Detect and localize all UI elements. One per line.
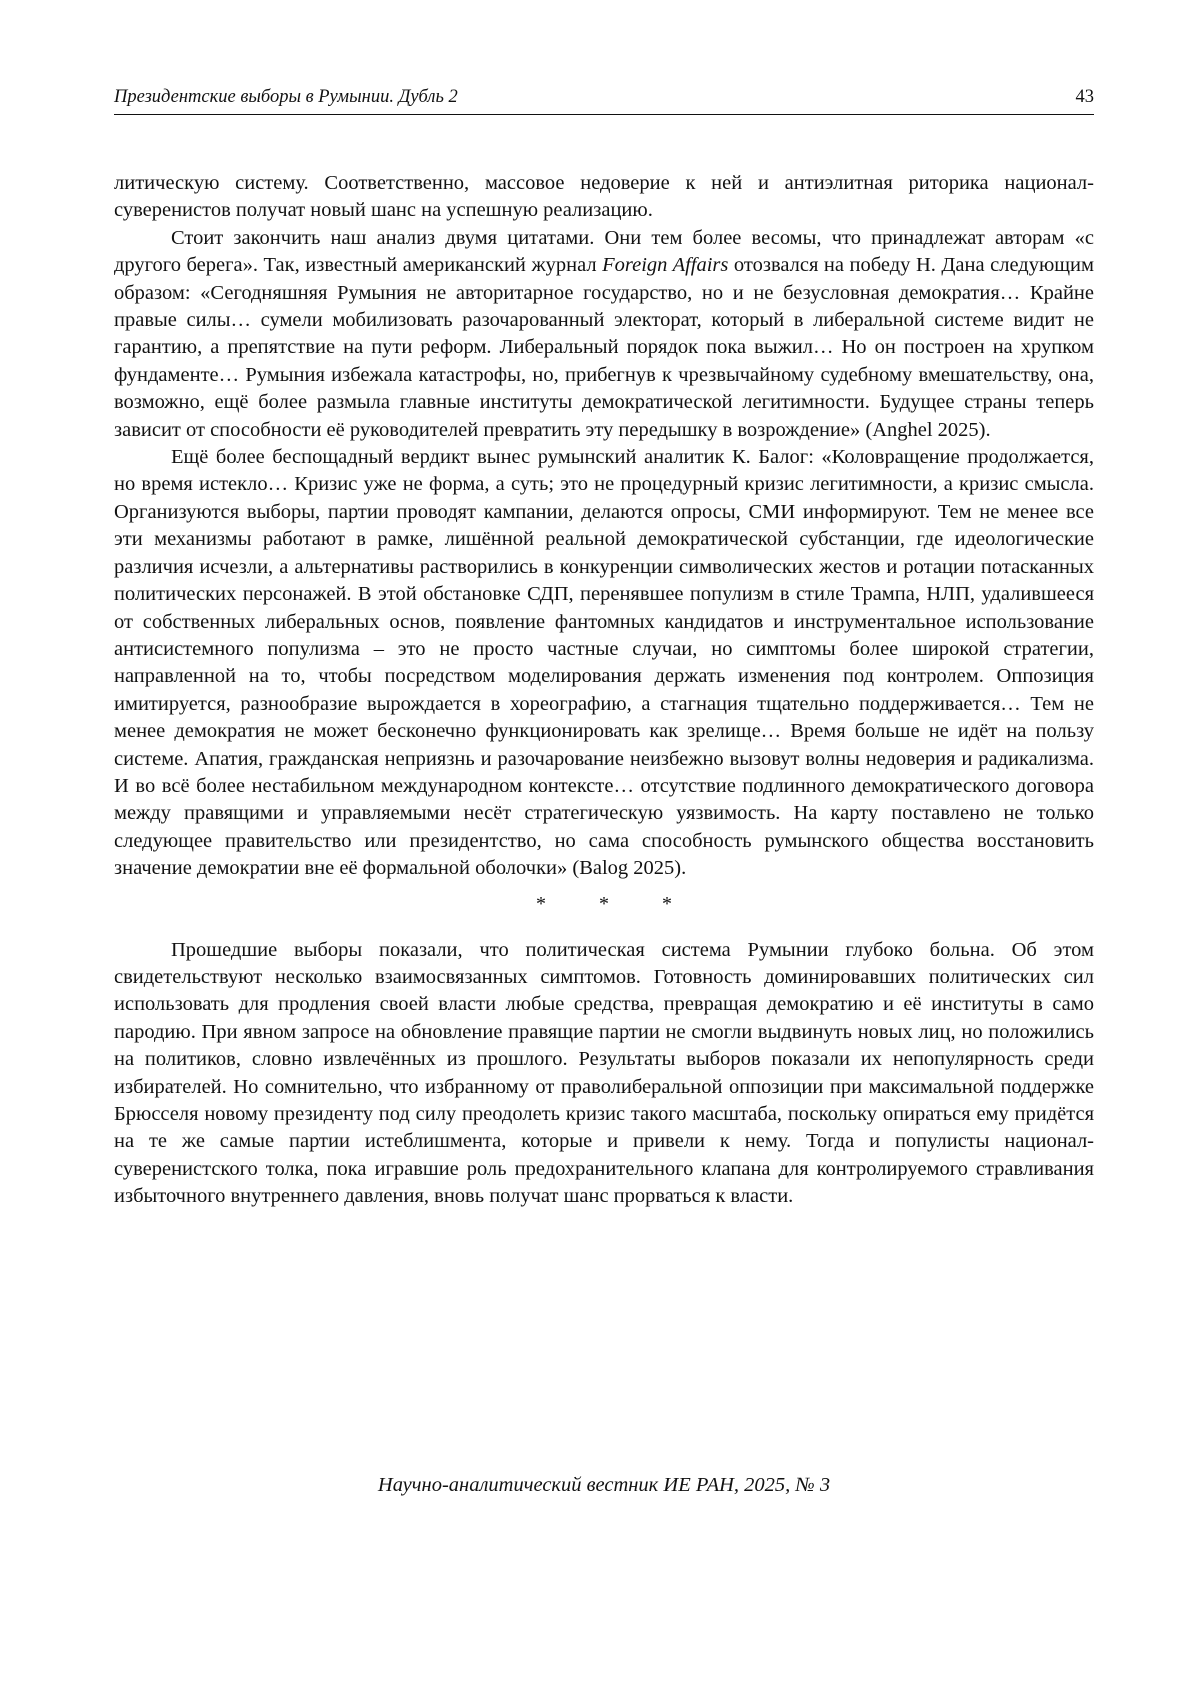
running-footer: Научно-аналитический вестник ИЕ РАН, 2025, № 3 (377, 1474, 831, 1496)
paragraph-foreign-affairs-quote (114, 225, 1094, 444)
paragraph-balog-quote: Ещё более беспощадный вердикт вынес румынский аналитик К. Балог: «Коловращение продолжается, но время истекло… Кризис уже не форма, а суть; это не процедурный кризис легитимности, а кризис смысла. Организуются выборы, партии проводят кампании, делаются опросы, СМИ информируют. Тем не менее все эти механизмы работают в рамке, лишённой реальной демократической субстанции, где идеологические различия исчезли, а альтернативы растворились в конкуренции символических жестов и ротации потасканных политических персонажей. В этой обстановке СДП, перенявшее популизм в стиле Трампа, НЛП, удалившееся от собственных либеральных основ, появление фантомных кандидатов и инструментальное использование антисистемного популизма – это не просто частные случаи, но симптомы более широкой стратегии, направленной на то, чтобы посредством моделирования держать изменения под контролем. Оппозиция имитируется, разнообразие вырождается в хореографию, а стагнация тщательно поддерживается… Тем не менее демократия не может бесконечно функционировать как зрелище… Время больше не идёт на пользу системе. Апатия, гражданская неприязнь и разочарование неизбежно вызовут волны недоверия и радикализма. И во всё более нестабильном международном контексте… отсутствие подлинного демократического договора между правящими и управляемыми несёт стратегическую уязвимость. На карту поставлено не только следующее правительство или президентство, но сама способность румынского общества восстановить значение демократии вне её формальной оболочки» (Balog 2025). (114, 446, 1094, 880)
paragraph-conclusion: Прошедшие выборы показали, что политическая система Румынии глубоко больна. Об этом свидетельствуют несколько взаимосвязанных симптомов. Готовность доминировавших политических сил использовать для продления своей власти любые средства, превращая демократию и её институты в само пародию. При явном запросе на обновление правящие партии не смогли выдвинуть новых лиц, но положились на политиков, словно извлечённых из прошлого. Результаты выборов показали их непопулярность среди избирателей. Но сомнительно, что избранному от праволиберальной оппозиции при максимальной поддержке Брюсселя новому президенту под силу преодолеть кризис такого масштаба, поскольку опираться ему придётся на те же самые партии истеблишмента, которые и привели к нему. Тогда и популисты национал-суверенистского толка, пока игравшие роль предохранительного клапана для контролируемого стравливания избыточного внутреннего давления, вновь получат шанс прорваться к власти. (114, 938, 1094, 1208)
section-separator (114, 889, 1094, 919)
page-number: 43 (1075, 87, 1094, 107)
running-header-title: Президентские выборы в Румынии. Дубль 2 (114, 87, 458, 107)
article-body (114, 170, 1094, 1211)
separator-asterisk: * (599, 892, 609, 915)
running-header (114, 86, 1094, 108)
header-divider (114, 114, 1094, 115)
paragraph-text-part: отозвался на победу Н. Дана следующим образом: «Сегодняшняя Румыния не авторитарное государство, но и не безусловная демократия… Крайне правые силы… сумели мобилизовать разочарованный электорат, который в либеральной системе видит не гарантию, а препятствие на пути реформ. Либеральный порядок пока выжил… Но он построен на хрупком фундаменте… Румыния избежала катастрофы, но, прибегнув к чрезвычайному судебному вмешательству, она, возможно, ещё более размыла главные институты демократической легитимности. Будущее страны теперь зависит от способности её руководителей превратить эту передышку в возрождение» (Anghel 2025). (114, 254, 1094, 441)
separator-asterisk: * (662, 892, 672, 915)
journal-title: Foreign Affairs (602, 254, 729, 277)
separator-asterisk: * (536, 892, 546, 915)
paragraph-text-part: Стоит закончить наш анализ двумя цитатами. Они тем более весомы, что принадлежат авторам «с другого берега». Так, известный американский журнал (114, 226, 1094, 277)
paragraph-continuation: литическую систему. Соответственно, массовое недоверие к ней и антиэлитная риторика национал-суверенистов получат новый шанс на успешную реализацию. (114, 172, 1094, 222)
